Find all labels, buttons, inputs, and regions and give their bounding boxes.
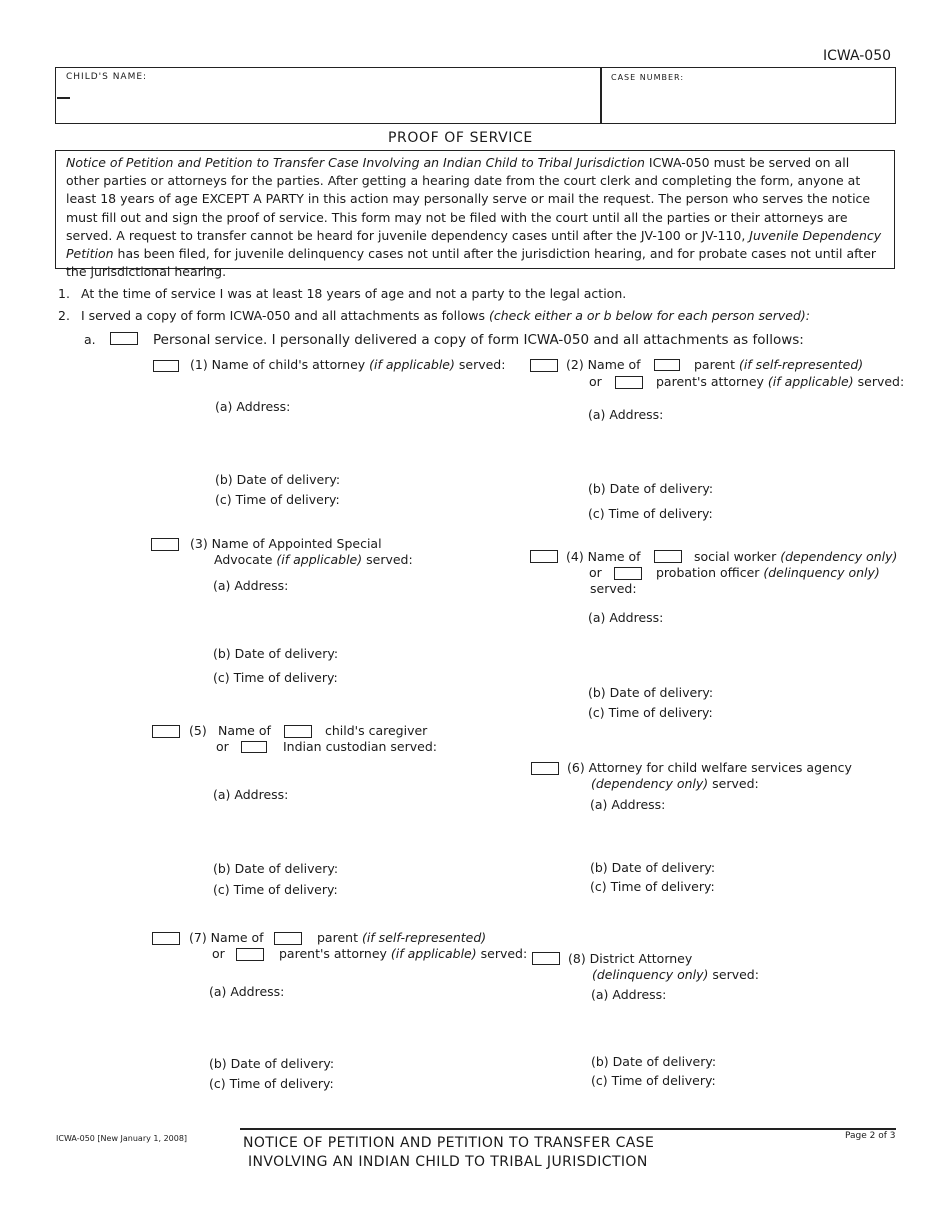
footer-form-rev: ICWA-050 [New January 1, 2008] (56, 1134, 188, 1143)
s7-attorney: parent's attorney (if applicable) served: (279, 946, 528, 961)
s5-or: or (216, 739, 229, 754)
footer-rule (240, 1128, 896, 1130)
s3-line1: (3) Name of Appointed Special (190, 536, 382, 551)
section-a-text: Personal service. I personally delivered a copy of form ICWA-050 and all attachments as follows: (153, 332, 804, 348)
s1-time: (c) Time of delivery: (215, 492, 340, 507)
s7-or: or (212, 946, 225, 961)
footer-title-line2: INVOLVING AN INDIAN CHILD TO TRIBAL JURISDICTION (248, 1154, 648, 1170)
s8-time: (c) Time of delivery: (591, 1073, 716, 1088)
case-number-label: CASE NUMBER: (611, 73, 685, 82)
s5-date: (b) Date of delivery: (213, 861, 339, 876)
s3-date: (b) Date of delivery: (213, 646, 339, 661)
s7-date: (b) Date of delivery: (209, 1056, 335, 1071)
s5-custodian-checkbox[interactable] (241, 741, 267, 753)
s8-checkbox[interactable] (532, 952, 560, 965)
item2-text: I served a copy of form ICWA-050 and all attachments as follows (check either a or b below for each person served): (81, 308, 811, 323)
childs-name-label: CHILD'S NAME: (66, 72, 148, 82)
s6-checkbox[interactable] (531, 762, 559, 775)
item1-number: 1. (58, 286, 70, 301)
s3-address: (a) Address: (213, 578, 289, 593)
s6-time: (c) Time of delivery: (590, 879, 715, 894)
s2-parent-checkbox[interactable] (654, 359, 680, 371)
notice-italic-title: Notice of Petition and Petition to Transfer Case Involving an Indian Child to Tribal Jurisdiction (66, 155, 645, 170)
s7-parent: parent (if self-represented) (317, 930, 487, 945)
header-divider (600, 67, 602, 124)
form-id: ICWA-050 (823, 48, 892, 64)
s5-caregiver: child's caregiver (325, 723, 428, 738)
s2-checkbox[interactable] (530, 359, 558, 372)
s7-address: (a) Address: (209, 984, 285, 999)
s6-line2: (dependency only) served: (591, 776, 759, 791)
s2-or: or (589, 374, 602, 389)
s7-parent-checkbox[interactable] (274, 932, 302, 945)
notice-box (55, 150, 895, 280)
s4-prefix: (4) Name of (566, 549, 641, 564)
s5-caregiver-checkbox[interactable] (284, 725, 312, 738)
s4-social-worker: social worker (dependency only) (694, 549, 898, 564)
s8-date: (b) Date of delivery: (591, 1054, 717, 1069)
notice-italic-petition: Juvenile Dependency Petition (66, 227, 882, 262)
s4-served: served: (590, 581, 637, 596)
item2-number: 2. (58, 308, 70, 323)
s8-line1: (8) District Attorney (568, 951, 693, 966)
s4-time: (c) Time of delivery: (588, 705, 713, 720)
s2-prefix: (2) Name of (566, 357, 641, 372)
s2-attorney-checkbox[interactable] (615, 376, 643, 389)
s7-time: (c) Time of delivery: (209, 1076, 334, 1091)
s5-checkbox[interactable] (152, 725, 180, 738)
footer-page: Page 2 of 3 (845, 1131, 896, 1141)
s6-line1: (6) Attorney for child welfare services agency (567, 760, 852, 775)
case-number-field[interactable] (610, 85, 890, 120)
s4-checkbox[interactable] (530, 550, 558, 563)
s7-attorney-checkbox[interactable] (236, 948, 264, 961)
s4-address: (a) Address: (588, 610, 664, 625)
page-title: PROOF OF SERVICE (388, 130, 533, 146)
s5-time: (c) Time of delivery: (213, 882, 338, 897)
s6-address: (a) Address: (590, 797, 666, 812)
s7-checkbox[interactable] (152, 932, 180, 945)
s2-time: (c) Time of delivery: (588, 506, 713, 521)
s5-custodian: Indian custodian served: (283, 739, 437, 754)
s7-prefix: (7) Name of (189, 930, 264, 945)
s2-attorney: parent's attorney (if applicable) served: (656, 374, 905, 389)
s1-label: (1) Name of child's attorney (if applicable) served: (190, 357, 506, 372)
s8-line2: (delinquency only) served: (592, 967, 759, 982)
notice-text-2: has been filed, for juvenile delinquency cases not until after the jurisdiction hearing, and for probate cases not until after the jurisdictional hearing. (66, 246, 877, 280)
footer-title-line1: NOTICE OF PETITION AND PETITION TO TRANSFER CASE (243, 1135, 655, 1151)
s4-probation: probation officer (delinquency only) (656, 565, 880, 580)
s3-checkbox[interactable] (151, 538, 179, 551)
s4-date: (b) Date of delivery: (588, 685, 714, 700)
section-a-letter: a. (84, 332, 96, 347)
item1-text: At the time of service I was at least 18 years of age and not a party to the legal action. (81, 286, 627, 301)
s1-checkbox[interactable] (153, 360, 179, 372)
s3-time: (c) Time of delivery: (213, 670, 338, 685)
s1-address: (a) Address: (215, 399, 291, 414)
s8-address: (a) Address: (591, 987, 667, 1002)
s5-number: (5) (189, 723, 207, 738)
s4-probation-checkbox[interactable] (614, 567, 642, 580)
s1-date: (b) Date of delivery: (215, 472, 341, 487)
s2-parent: parent (if self-represented) (694, 357, 864, 372)
s4-or: or (589, 565, 602, 580)
s5-address: (a) Address: (213, 787, 289, 802)
s2-address: (a) Address: (588, 407, 664, 422)
s4-social-worker-checkbox[interactable] (654, 550, 682, 563)
s6-date: (b) Date of delivery: (590, 860, 716, 875)
childs-name-field[interactable] (57, 97, 70, 99)
notice-text-1: ICWA-050 must be served on all other parties or attorneys for the parties. After getting a hearing date from the court clerk and completing the form, anyone at least 18 years of age EXCEPT A PARTY in this action may personally serve or mail the request. The person who serves the notice must fill out and sign the proof of service. This form may not be filed with the court until all the parties or their attorneys are served. A request to transfer cannot be heard for juvenile dependency cases until after the JV-100 or JV-110, (66, 155, 871, 243)
section-a-checkbox[interactable] (110, 332, 138, 345)
s2-date: (b) Date of delivery: (588, 481, 714, 496)
s5-name-of: Name of (218, 723, 271, 738)
s3-line2: Advocate (if applicable) served: (214, 552, 413, 567)
